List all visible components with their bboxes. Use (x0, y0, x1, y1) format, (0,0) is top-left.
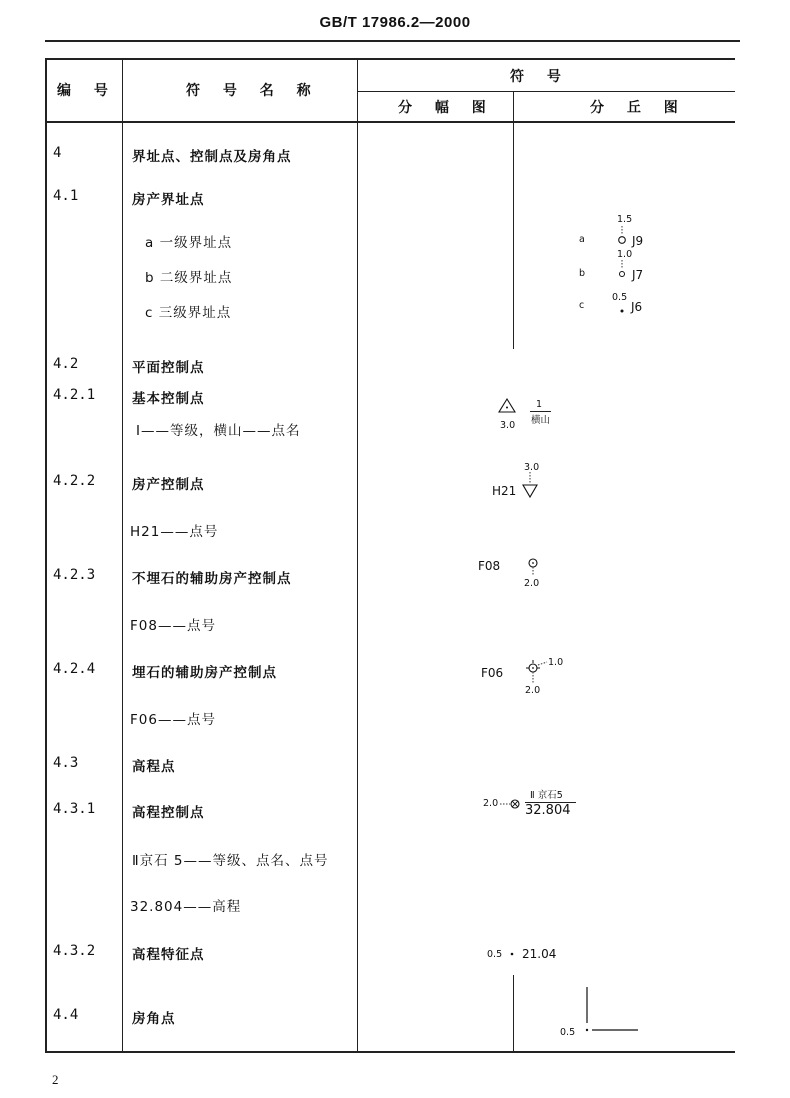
symbol-label: J9 (632, 234, 644, 248)
boundary-point-third-class-icon (618, 304, 628, 316)
page-number: 2 (52, 1072, 59, 1087)
col-divider-2 (357, 58, 358, 1053)
sub-item: H21——点号 (130, 524, 219, 540)
basic-control-point-triangle-icon (498, 397, 518, 415)
item-name: 基本控制点 (132, 391, 205, 407)
symbol-letter: a (579, 234, 585, 245)
column-header-hill-map: 分 丘 图 (590, 100, 687, 116)
item-name: 不埋石的辅助房产控制点 (132, 571, 292, 587)
column-header-sheet-map: 分 幅 图 (398, 100, 495, 116)
building-corner-point-icon (580, 985, 642, 1035)
auxiliary-control-point-buried-icon (523, 660, 549, 688)
item-number: 4.3.2 (53, 943, 96, 959)
sub-item: Ⅰ——等级，横山——点名 (136, 423, 301, 439)
sub-item: Ⅱ京石 5——等级、点名、点号 (132, 853, 329, 869)
item-name: 界址点、控制点及房角点 (132, 149, 292, 165)
symbol-fraction-bottom: 横山 (531, 415, 551, 426)
item-number: 4.3.1 (53, 801, 96, 817)
symbol-subcolumn-divider-bottom (513, 975, 514, 1051)
header-rule (45, 40, 740, 42)
symbol-label: H21 (492, 484, 517, 498)
sub-item: F06——点号 (130, 712, 216, 728)
item-number: 4.2.3 (53, 567, 96, 583)
symbol-letter: b (579, 268, 586, 279)
symbol-letter: c (579, 300, 585, 311)
boundary-point-second-class-icon (616, 260, 630, 282)
item-name: 房角点 (132, 1011, 176, 1027)
symbol-size-label: 2.0 (525, 685, 541, 696)
symbol-label: F06 (481, 666, 504, 680)
symbol-size-label: 0.5 (487, 949, 503, 960)
table-left-border (45, 58, 47, 1053)
item-name: 埋石的辅助房产控制点 (132, 665, 277, 681)
table-top-border (45, 58, 735, 60)
item-number: 4.4 (53, 1007, 79, 1023)
property-control-point-icon (521, 472, 541, 500)
symbol-size-label: 2.0 (483, 798, 499, 809)
sub-item: b 二级界址点 (145, 270, 233, 286)
item-number: 4.2.1 (53, 387, 96, 403)
item-name: 房产界址点 (132, 192, 205, 208)
table-header-bottom-border (45, 121, 735, 123)
symbol-size-label: 1.0 (548, 657, 564, 668)
sub-item: c 三级界址点 (145, 305, 232, 321)
symbol-fraction-top: Ⅱ 京石5 (530, 790, 563, 801)
document-header: GB/T 17986.2—2000 (319, 14, 471, 31)
item-number: 4.3 (53, 755, 79, 771)
item-number: 4.1 (53, 188, 79, 204)
symbol-label: F08 (478, 559, 501, 573)
item-number: 4.2 (53, 356, 79, 372)
symbol-subcolumn-divider-top (513, 91, 514, 349)
symbol-label: J7 (632, 268, 644, 282)
symbol-size-label: 1.5 (617, 214, 633, 225)
symbol-fraction-top: 1 (536, 399, 543, 410)
symbol-label: J6 (631, 300, 643, 314)
symbol-size-label: 0.5 (612, 292, 628, 303)
symbol-size-label: 1.0 (617, 249, 633, 260)
column-header-symbol: 符 号 (510, 69, 570, 85)
symbol-size-label: 3.0 (500, 420, 516, 431)
column-header-symbol-name: 符 号 名 称 (186, 83, 320, 99)
item-name: 房产控制点 (132, 477, 205, 493)
item-name: 高程点 (132, 759, 176, 775)
auxiliary-control-point-unburied-icon (527, 556, 541, 578)
item-name: 平面控制点 (132, 360, 205, 376)
item-name: 高程控制点 (132, 805, 205, 821)
item-name: 高程特征点 (132, 947, 205, 963)
symbol-size-label: 2.0 (524, 578, 540, 589)
table-bottom-border (45, 1051, 735, 1053)
item-number: 4.2.4 (53, 661, 96, 677)
symbol-subheader-rule (357, 91, 735, 92)
symbol-fraction-bottom: 32.804 (525, 803, 571, 818)
sub-item: 32.804——高程 (130, 899, 242, 915)
symbol-label: 21.04 (522, 947, 557, 961)
item-number: 4.2.2 (53, 473, 96, 489)
elevation-control-point-icon (500, 796, 524, 812)
symbol-size-label: 3.0 (524, 462, 540, 473)
symbol-size-label: 0.5 (560, 1027, 576, 1038)
column-header-number: 编 号 (57, 83, 117, 99)
elevation-feature-point-icon (508, 950, 516, 958)
col-divider-1 (122, 58, 123, 1053)
item-number: 4 (53, 145, 62, 161)
sub-item: a 一级界址点 (145, 235, 233, 251)
boundary-point-first-class-icon (616, 226, 630, 250)
sub-item: F08——点号 (130, 618, 216, 634)
